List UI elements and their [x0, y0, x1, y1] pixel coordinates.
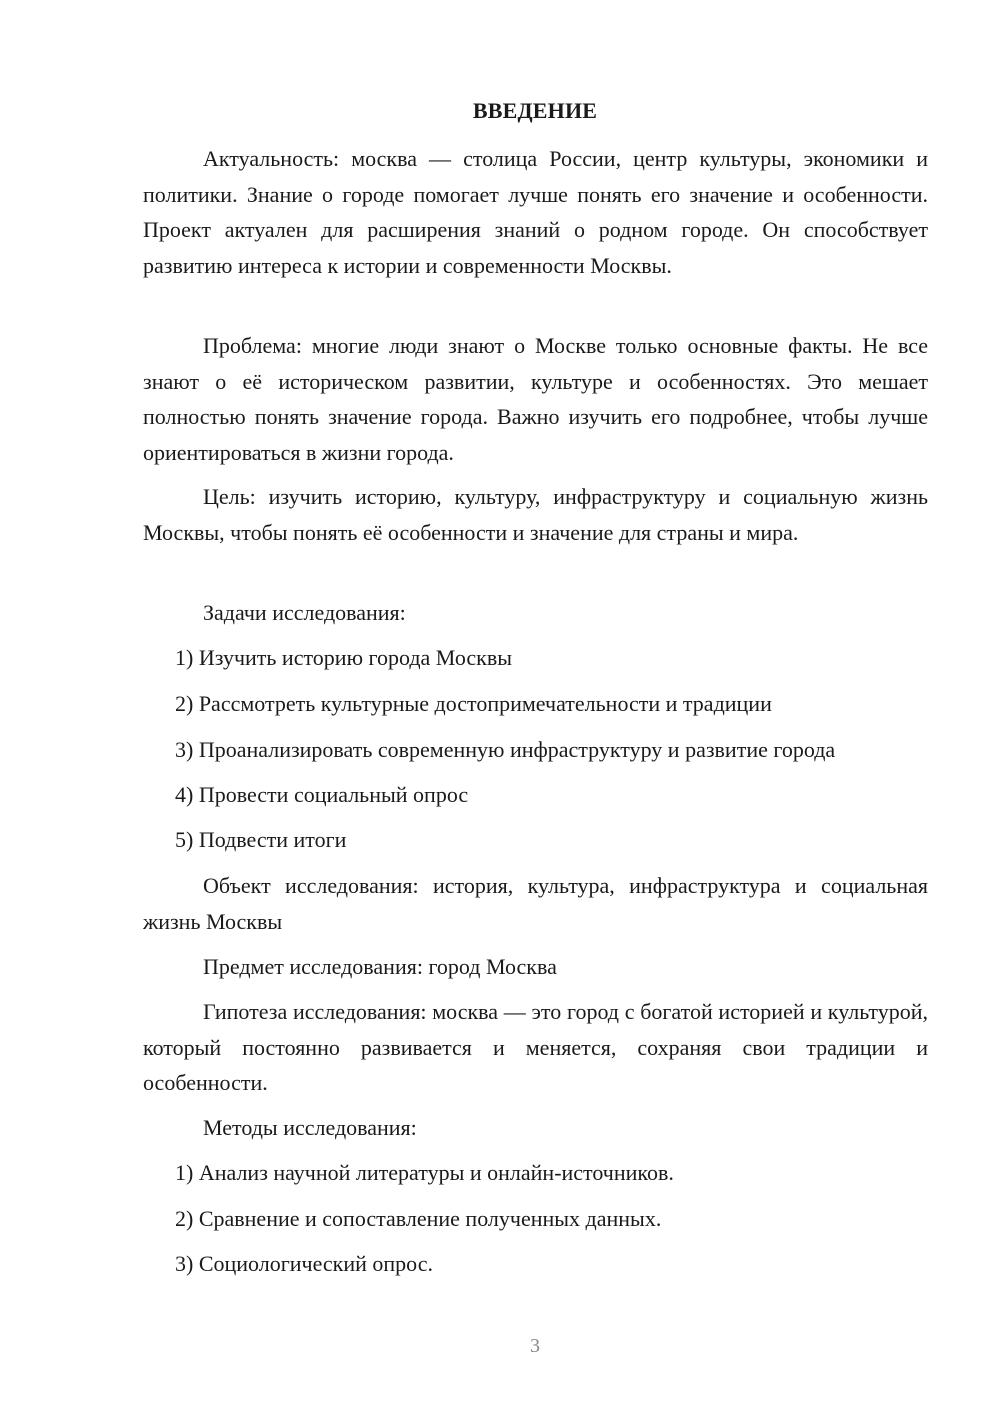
paragraph-problem: Проблема: многие люди знают о Москве только основные факты. Не все знают о её историческом развитии, культуре и особенностях. Это мешает полностью понять значение города. Важно изучить его подробнее, чтобы лучше ориентироваться в жизни города. [143, 333, 928, 465]
paragraph-object: Объект исследования: история, культура, инфраструктура и социальная жизнь Москвы [143, 873, 928, 934]
method-item-2: 2) Сравнение и сопоставление полученных данных. [175, 1206, 662, 1231]
task-item-4: 4) Провести социальный опрос [175, 782, 469, 807]
page-number: 3 [530, 1335, 540, 1357]
paragraph-hypothesis: Гипотеза исследования: москва — это город с богатой историей и культурой, который постоянно развивается и меняется, сохраняя свои традиции и особенности. [143, 999, 928, 1095]
method-item-3: 3) Социологический опрос. [175, 1251, 433, 1276]
methods-heading: Методы исследования: [203, 1115, 417, 1140]
task-item-1: 1) Изучить историю города Москвы [175, 645, 512, 670]
task-item-3: 3) Проанализировать современную инфраструктуру и развитие города [175, 737, 836, 762]
task-item-2: 2) Рассмотреть культурные достопримечательности и традиции [175, 691, 772, 716]
tasks-heading: Задачи исследования: [203, 600, 406, 625]
task-item-5: 5) Подвести итоги [175, 827, 347, 852]
page-title: ВВЕДЕНИЕ [472, 98, 598, 123]
method-item-1: 1) Анализ научной литературы и онлайн-источников. [175, 1160, 674, 1185]
paragraph-relevance: Актуальность: москва — столица России, центр культуры, экономики и политики. Знание о городе помогает лучше понять его значение и особенности. Проект актуален для расширения знаний о родном городе. Он способствует развитию интереса к истории и современности Москвы. [143, 146, 928, 278]
paragraph-goal: Цель: изучить историю, культуру, инфраструктуру и социальную жизнь Москвы, чтобы понять её особенности и значение для страны и мира. [143, 484, 928, 545]
paragraph-subject: Предмет исследования: город Москва [203, 954, 557, 979]
